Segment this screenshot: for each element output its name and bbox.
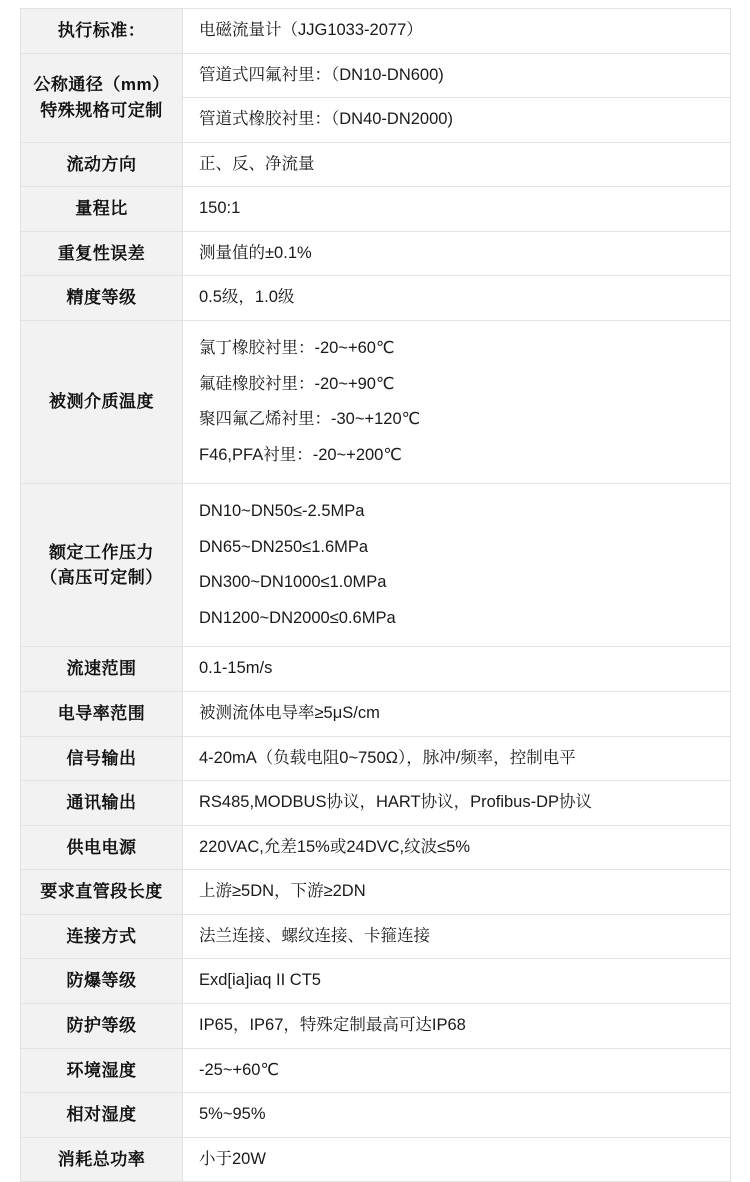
row-label-line: 防护等级 [66, 1015, 137, 1035]
row-label-line: 量程比 [75, 199, 128, 219]
row-label [21, 276, 183, 321]
row-value-line: 4-20mA（负载电阻0~750Ω），脉冲/频率，控制电平 [199, 748, 576, 767]
row-label [21, 53, 183, 142]
row-label-line: 信号输出 [66, 748, 137, 768]
row-value-line: 电磁流量计（JJG1033-2077） [199, 21, 423, 39]
row-label-line: 连接方式 [66, 926, 137, 946]
row-label [21, 142, 183, 187]
row-label-line: 公称通径（mm） [33, 75, 170, 95]
row-label [21, 187, 183, 232]
row-label [21, 231, 183, 276]
row-value [183, 870, 731, 915]
row-label-line: 环境湿度 [66, 1060, 137, 1080]
table-row [21, 1003, 731, 1048]
row-label [21, 781, 183, 826]
row-label-line: 精度等级 [66, 288, 137, 308]
table-row [21, 142, 731, 187]
row-label [21, 692, 183, 737]
row-label [21, 825, 183, 870]
row-value [183, 231, 731, 276]
row-label [21, 1048, 183, 1093]
row-value [183, 9, 731, 54]
table-row [21, 647, 731, 692]
row-value-line: 氟硅橡胶衬里：-20~+90℃ [199, 374, 395, 393]
table-row [21, 781, 731, 826]
row-label-line: 流动方向 [66, 154, 137, 174]
row-label-line: （高压可定制） [40, 568, 163, 588]
row-label [21, 1003, 183, 1048]
row-value [183, 1093, 731, 1138]
row-value-line: 氯丁橡胶衬里：-20~+60℃ [199, 338, 395, 357]
row-value [183, 98, 731, 143]
table-row [21, 9, 731, 54]
row-label-line: 要求直管段长度 [40, 882, 163, 902]
table-row [21, 1093, 731, 1138]
row-label-line: 通讯输出 [66, 793, 137, 813]
row-value-line: F46,PFA衬里：-20~+200℃ [199, 445, 402, 464]
row-value [183, 320, 731, 483]
row-value-line: 管道式橡胶衬里：（DN40-DN2000) [199, 110, 453, 129]
row-value [183, 692, 731, 737]
row-label [21, 870, 183, 915]
row-value-line: 法兰连接、螺纹连接、卡箍连接 [199, 926, 430, 945]
row-label [21, 914, 183, 959]
row-label [21, 9, 183, 54]
row-value [183, 914, 731, 959]
row-value [183, 1048, 731, 1093]
row-value-line: 小于20W [199, 1149, 266, 1168]
row-label-line: 流速范围 [66, 659, 137, 679]
row-value-line: DN1200~DN2000≤0.6MPa [199, 608, 396, 627]
table-row [21, 231, 731, 276]
row-value-line: DN300~DN1000≤1.0MPa [199, 573, 387, 592]
row-label [21, 484, 183, 647]
row-label-line: 防爆等级 [66, 971, 137, 991]
row-value-line: 管道式四氟衬里：（DN10-DN600) [199, 65, 444, 84]
table-row [21, 959, 731, 1004]
row-value-line: DN65~DN250≤1.6MPa [199, 537, 369, 556]
row-label [21, 1137, 183, 1182]
row-value-line: 5%~95% [199, 1105, 266, 1124]
row-label-line: 执行标准： [57, 21, 146, 41]
row-label-line: 重复性误差 [57, 243, 146, 263]
table-row [21, 825, 731, 870]
table-row [21, 736, 731, 781]
row-value-line: -25~+60℃ [199, 1060, 280, 1079]
row-value [183, 647, 731, 692]
row-value-line: RS485,MODBUS协议，HART协议，Profibus-DP协议 [199, 793, 593, 812]
row-value-line: Exd[ia]iaq II CT5 [199, 971, 321, 990]
row-value-line: IP65，IP67，特殊定制最高可达IP68 [199, 1015, 466, 1034]
row-label [21, 959, 183, 1004]
table-row [21, 320, 731, 483]
table-row [21, 1048, 731, 1093]
row-label-line: 相对湿度 [66, 1105, 137, 1125]
row-value [183, 736, 731, 781]
table-row [21, 1137, 731, 1182]
row-label [21, 736, 183, 781]
row-value-line: 上游≥5DN，下游≥2DN [199, 882, 366, 901]
row-value-line: DN10~DN50≤-2.5MPa [199, 502, 365, 521]
row-label-line: 电导率范围 [57, 704, 146, 724]
row-label-line: 消耗总功率 [57, 1149, 146, 1169]
row-value [183, 484, 731, 647]
row-label-line: 被测介质温度 [49, 392, 154, 412]
row-value [183, 187, 731, 232]
row-value-line: 被测流体电导率≥5μS/cm [199, 704, 380, 722]
table-row [21, 692, 731, 737]
row-value-line: 正、反、净流量 [199, 154, 315, 173]
row-label [21, 320, 183, 483]
row-value-line: 测量值的±0.1% [199, 243, 312, 262]
row-value [183, 1137, 731, 1182]
row-value-line: 0.5级，1.0级 [199, 288, 295, 307]
row-value [183, 276, 731, 321]
table-row [21, 484, 731, 647]
specifications-table-body [21, 9, 731, 1182]
table-row [21, 187, 731, 232]
row-value [183, 781, 731, 826]
row-label-line: 供电电源 [66, 837, 137, 857]
specifications-table [20, 8, 731, 1182]
table-row [21, 53, 731, 98]
row-value-line: 220VAC,允差15%或24DVC,纹波≤5% [199, 837, 471, 856]
row-value-line: 聚四氟乙烯衬里：-30~+120℃ [199, 410, 421, 429]
row-label [21, 647, 183, 692]
row-value [183, 959, 731, 1004]
row-value-line: 150:1 [199, 199, 241, 218]
row-value [183, 53, 731, 98]
row-label [21, 1093, 183, 1138]
row-value-line: 0.1-15m/s [199, 659, 273, 678]
table-row [21, 914, 731, 959]
row-value [183, 825, 731, 870]
row-value [183, 142, 731, 187]
table-row [21, 276, 731, 321]
table-row [21, 870, 731, 915]
row-label-line: 特殊规格可定制 [40, 100, 163, 120]
row-label-line: 额定工作压力 [49, 542, 154, 562]
row-value [183, 1003, 731, 1048]
